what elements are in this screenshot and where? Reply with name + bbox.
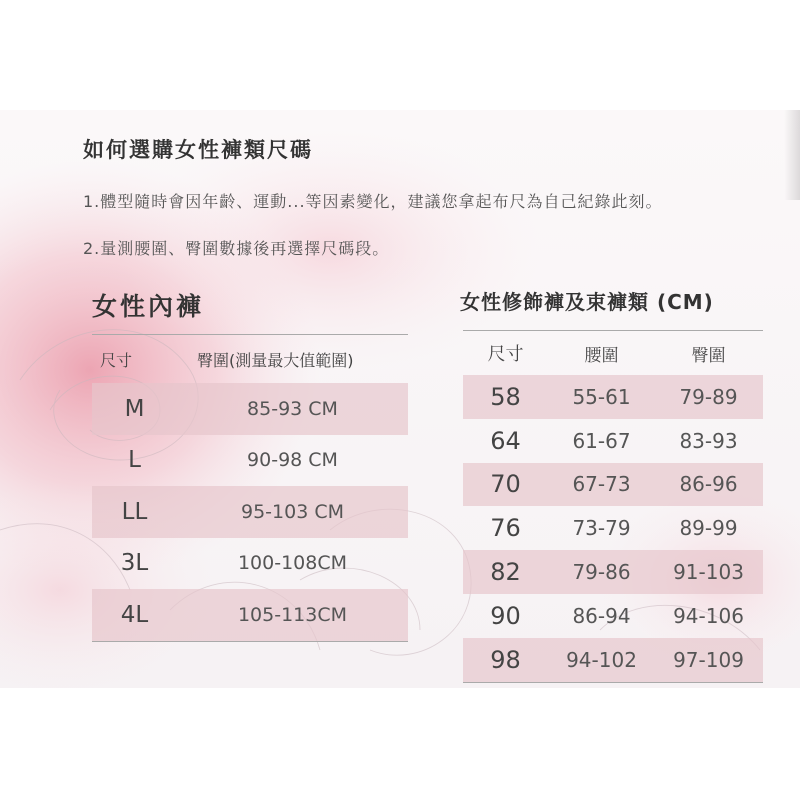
size-cell: 58 xyxy=(490,382,521,411)
pants-table-title: 女性修飾褲及束褲類 (CM) xyxy=(460,290,714,314)
table-row xyxy=(463,506,763,550)
hip-cell: 95-103 CM xyxy=(241,500,344,523)
table-row xyxy=(92,589,408,641)
size-cell: 82 xyxy=(490,558,521,587)
hip-cell: 97-109 xyxy=(673,647,744,672)
hip-cell: 86-96 xyxy=(679,472,738,497)
pants-header-hip: 臀圍 xyxy=(691,345,726,366)
size-cell: 64 xyxy=(490,426,521,455)
size-cell: 90 xyxy=(490,601,521,630)
size-cell: LL xyxy=(121,498,148,525)
size-cell: 98 xyxy=(490,645,521,674)
hip-cell: 105-113CM xyxy=(237,603,348,626)
table-row xyxy=(92,538,408,590)
panties-table-title: 女性內褲 xyxy=(92,292,205,321)
table-row xyxy=(463,463,763,507)
size-cell: M xyxy=(124,395,145,422)
hip-cell: 85-93 CM xyxy=(247,397,338,420)
table-row xyxy=(463,375,763,419)
waist-cell: 61-67 xyxy=(572,428,631,453)
panties-size-table xyxy=(92,334,408,642)
table-row xyxy=(463,419,763,463)
size-cell: L xyxy=(128,447,141,474)
hip-cell: 89-99 xyxy=(679,516,738,541)
hip-cell: 94-106 xyxy=(673,603,744,628)
waist-cell: 67-73 xyxy=(572,472,631,497)
hip-cell: 100-108CM xyxy=(237,552,348,575)
size-cell: 76 xyxy=(490,514,521,543)
panties-header-size: 尺寸 xyxy=(100,350,133,370)
waist-cell: 55-61 xyxy=(572,384,631,409)
waist-cell: 73-79 xyxy=(572,516,631,541)
size-cell: 3L xyxy=(120,550,149,577)
pants-table-header xyxy=(463,330,763,375)
size-cell: 70 xyxy=(490,470,521,499)
table-row xyxy=(92,486,408,538)
pants-header-waist: 腰圍 xyxy=(584,345,619,366)
table-row xyxy=(463,594,763,638)
waist-cell: 79-86 xyxy=(572,560,631,585)
hip-cell: 90-98 CM xyxy=(247,449,338,472)
pants-size-table xyxy=(463,330,763,683)
waist-cell: 86-94 xyxy=(572,603,631,628)
size-cell: 4L xyxy=(120,601,149,628)
edge-shadow xyxy=(784,110,800,200)
table-row xyxy=(463,638,763,682)
page-title: 如何選購女性褲類尺碼 xyxy=(83,138,313,162)
panties-header-hip: 臀圍(測量最大值範圍) xyxy=(197,350,354,370)
hip-cell: 83-93 xyxy=(679,428,738,453)
table-row xyxy=(92,435,408,487)
note-line-1: 1.體型隨時會因年齡、運動...等因素變化，建議您拿起布尺為自己紀錄此刻。 xyxy=(83,192,663,211)
pants-header-size: 尺寸 xyxy=(487,344,524,365)
hip-cell: 79-89 xyxy=(679,384,738,409)
waist-cell: 94-102 xyxy=(566,647,637,672)
panties-table-header xyxy=(92,334,408,383)
note-line-2: 2.量測腰圍、臀圍數據後再選擇尺碼段。 xyxy=(83,239,390,258)
table-row xyxy=(92,383,408,435)
hip-cell: 91-103 xyxy=(673,560,744,585)
table-row xyxy=(463,550,763,594)
